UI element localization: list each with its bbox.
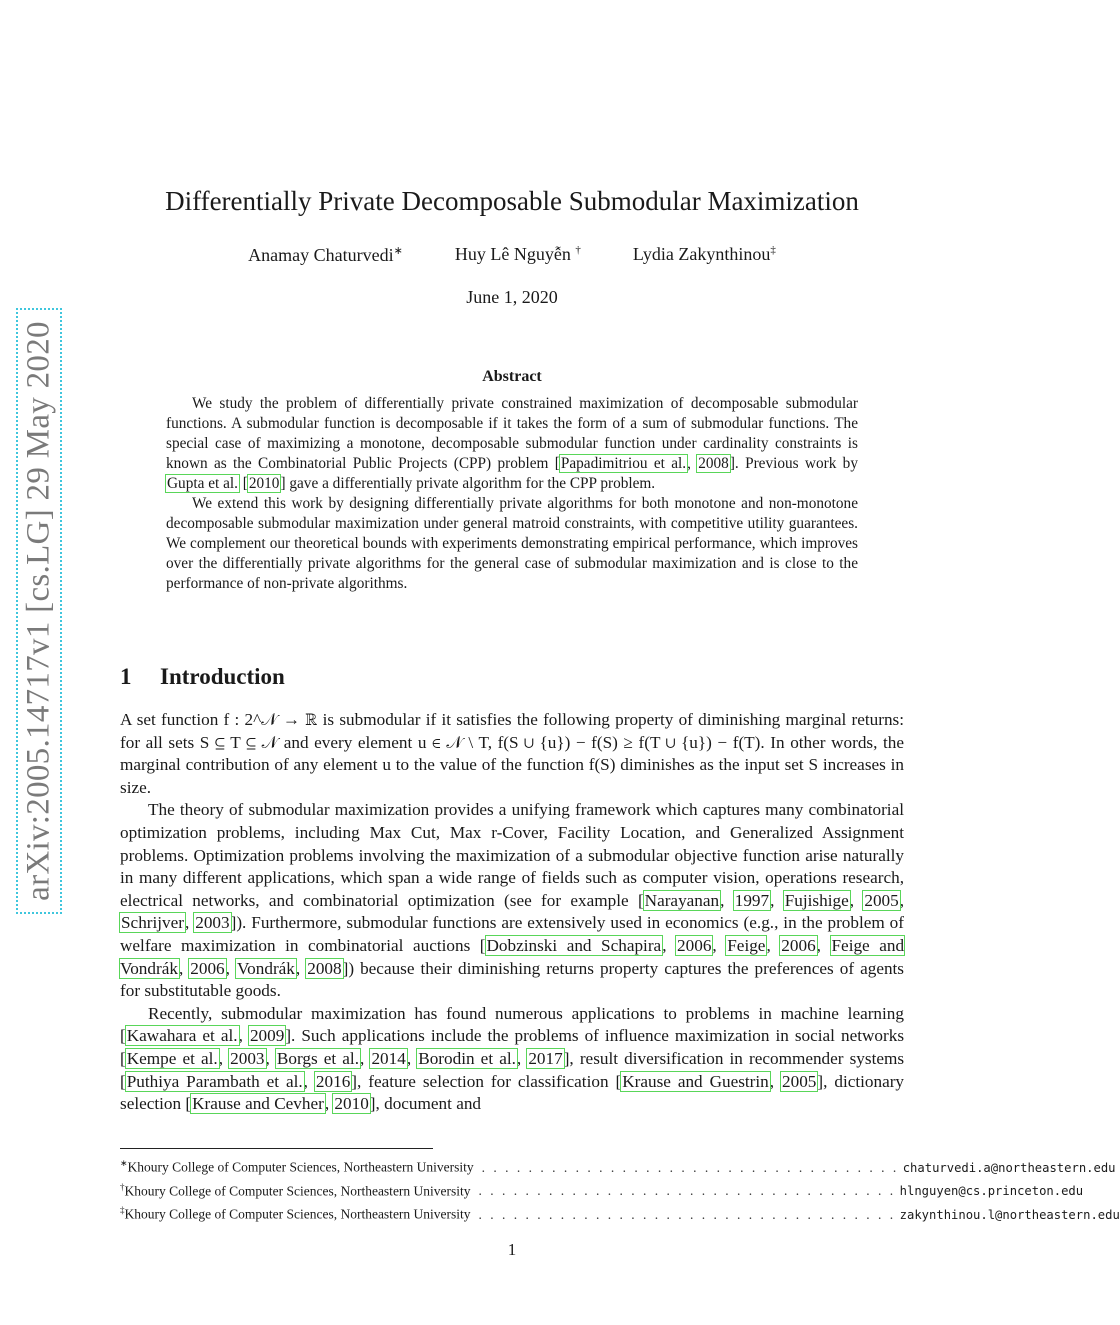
abstract-paragraph-2: We extend this work by designing differentially private algorithms for both monotone and non-monotone decomposable submodular maximization under general matroid constraints, with competitive utility guarantees. We complement our theoretical bounds with experiments demonstrating empirical performance, which improves over the differentially private algorithms for the general case of submodular maximization and is close to the performance of non-private algorithms.: [166, 495, 858, 592]
footnotes: [120, 1154, 1120, 1225]
paper-title: Differentially Private Decomposable Submodular Maximization: [165, 186, 859, 216]
leader-dots: . . . . . . . . . . . . . . . . . . . . . . . . . . . . . . . . . . . .: [478, 1206, 896, 1222]
citation-link[interactable]: Puthiya Parambath et al.: [126, 1071, 303, 1091]
citation-link[interactable]: Gupta et al.: [167, 475, 238, 492]
citation-link[interactable]: Narayanan: [644, 890, 720, 910]
section-number: 1: [120, 664, 132, 689]
citation-year-link[interactable]: 2010: [248, 475, 280, 492]
citation-link[interactable]: Feige: [727, 935, 766, 955]
section-title: Introduction: [160, 664, 285, 689]
email-link[interactable]: hlnguyen@cs.princeton.edu: [899, 1184, 1084, 1198]
section-heading: [120, 664, 285, 690]
author-2: Huy Lê Nguyễn †: [454, 244, 581, 264]
leader-dots: . . . . . . . . . . . . . . . . . . . . . . . . . . . . . . . . . . . .: [478, 1183, 896, 1198]
paper-date: June 1, 2020: [466, 287, 558, 307]
introduction-body: [120, 709, 904, 1116]
citation-year-link[interactable]: 2016: [315, 1071, 351, 1091]
intro-paragraph-3: Recently, submodular maximization has found numerous applications to problems in machine learning [Kawahara et al., 2009]. Such applications include the problems of influence maximization in social networks [Kempe et al., 2003, Borgs et al., 2014, Borodin et al., 2017], result diversification in recommender systems [Puthiya Parambath et al., 2016], feature selection for classification [Krause and Guestrin, 2005], dictionary selection [Krause and Cevher, 2010], document and: [120, 1003, 905, 1114]
intro-paragraph-1: A set function f : 2^𝒩 → ℝ is submodular if it satisfies the following property of diminishing marginal returns: for all sets S ⊆ T ⊆ 𝒩 and every element u ∈ 𝒩 \ T, f(S ∪ {u}) − f(S) ≥ f(T ∪ {u}) − f(T). In other words, the marginal contribution of any element u to the value of the function f(S) diminishes as the input set S increases in size.: [120, 710, 904, 797]
citation-year-link[interactable]: 1997: [734, 890, 770, 910]
footnote-2: †Khoury College of Computer Sciences, Northeastern University . . . . . . . . . . . . . . . . . . . . . . . . . . . . . . . . . . . . hlnguyen@cs.princeton.edu: [120, 1178, 904, 1202]
footnote-1: ∗Khoury College of Computer Sciences, Northeastern University . . . . . . . . . . . . . . . . . . . . . . . . . . . . . . . . . . . . chaturvedi.a@northeastern.edu: [120, 1154, 904, 1178]
citation-year-link[interactable]: 2008: [307, 958, 342, 978]
author-3: Lydia Zakynthinou‡: [632, 244, 776, 264]
author-list: [0, 244, 1024, 266]
citation-year-link[interactable]: 2017: [528, 1048, 563, 1068]
citation-link[interactable]: Kawahara et al.: [126, 1026, 238, 1046]
citation-link[interactable]: Papadimitriou et al.: [560, 455, 687, 472]
citation-year-link[interactable]: 2005: [864, 890, 899, 910]
footnote-affiliation: Khoury College of Computer Sciences, Northeastern University: [127, 1159, 474, 1175]
citation-year-link[interactable]: 2014: [371, 1048, 406, 1068]
citation-link[interactable]: Krause and Cevher: [192, 1094, 324, 1114]
footnote-3: ‡Khoury College of Computer Sciences, Northeastern University . . . . . . . . . . . . . . . . . . . . . . . . . . . . . . . . . . . . zakynthinou.l@northeastern.edu: [120, 1201, 904, 1225]
citation-link[interactable]: Borodin et al.: [418, 1048, 516, 1068]
citation-year-link[interactable]: 2003: [230, 1048, 265, 1068]
abstract-paragraph-1: We study the problem of differentially private constrained maximization of decomposable submodular functions. A submodular function is decomposable if it takes the form of a sum of submodular functions. The special case of maximizing a monotone, decomposable submodular function under cardinality constraints is known as the Combinatorial Public Projects (CPP) problem [Papadimitriou et al., 2008]. Previous work by Gupta et al. [2010] gave a differentially private algorithm for the CPP problem.: [166, 395, 858, 492]
intro-paragraph-2: The theory of submodular maximization provides a unifying framework which captures many combinatorial optimization problems, including Max Cut, Max r-Cover, Facility Location, and Generalized Assignment problems. Optimization problems involving the maximization of a submodular objective function arise naturally in many different applications, which span a wide range of fields such as computer vision, operations research, electrical networks, and combinatorial optimization (see for example [Narayanan, 1997, Fujishige, 2005, Schrijver, 2003]). Furthermore, submodular functions are extensively used in economics (e.g., in the problem of welfare maximization in combinatorial auctions [Dobzinski and Schapira, 2006, Feige, 2006, Feige and Vondrák, 2006, Vondrák, 2008]) because their diminishing returns property captures the preferences of agents for substitutable goods.: [120, 800, 905, 1001]
footnote-affiliation: Khoury College of Computer Sciences, Northeastern University: [124, 1183, 471, 1198]
email-link[interactable]: chaturvedi.a@northeastern.edu: [902, 1160, 1116, 1175]
footnote-affiliation: Khoury College of Computer Sciences, Northeastern University: [124, 1206, 471, 1222]
citation-year-link[interactable]: 2005: [782, 1071, 817, 1091]
abstract-body: [166, 394, 858, 594]
citation-year-link[interactable]: 2006: [190, 958, 225, 978]
citation-year-link[interactable]: 2008: [698, 455, 729, 472]
citation-link[interactable]: Schrijver: [121, 913, 185, 933]
citation-year-link[interactable]: 2003: [195, 913, 230, 933]
citation-link[interactable]: Feige and Vondrák: [120, 935, 905, 978]
abstract-heading: Abstract: [482, 368, 542, 385]
citation-year-link[interactable]: 2006: [781, 935, 816, 955]
citation-year-link[interactable]: 2010: [334, 1094, 369, 1114]
author-1: Anamay Chaturvedi∗: [248, 245, 403, 265]
page-number: 1: [507, 1240, 517, 1259]
citation-link[interactable]: Dobzinski and Schapira: [486, 935, 662, 955]
arxiv-stamp-frame: [16, 308, 62, 914]
footnote-divider: [120, 1148, 433, 1149]
citation-year-link[interactable]: 2006: [677, 935, 712, 955]
citation-link[interactable]: Kempe et al.: [126, 1048, 218, 1068]
citation-link[interactable]: Borgs et al.: [276, 1048, 360, 1068]
leader-dots: . . . . . . . . . . . . . . . . . . . . . . . . . . . . . . . . . . . .: [481, 1159, 899, 1175]
email-link[interactable]: zakynthinou.l@northeastern.edu: [899, 1207, 1120, 1222]
arxiv-identifier[interactable]: arXiv:2005.14717v1 [cs.LG] 29 May 2020: [20, 321, 57, 901]
citation-link[interactable]: Vondrák: [236, 958, 295, 978]
citation-year-link[interactable]: 2009: [249, 1026, 285, 1046]
citation-link[interactable]: Krause and Guestrin: [622, 1071, 769, 1091]
citation-link[interactable]: Fujishige: [784, 890, 849, 910]
